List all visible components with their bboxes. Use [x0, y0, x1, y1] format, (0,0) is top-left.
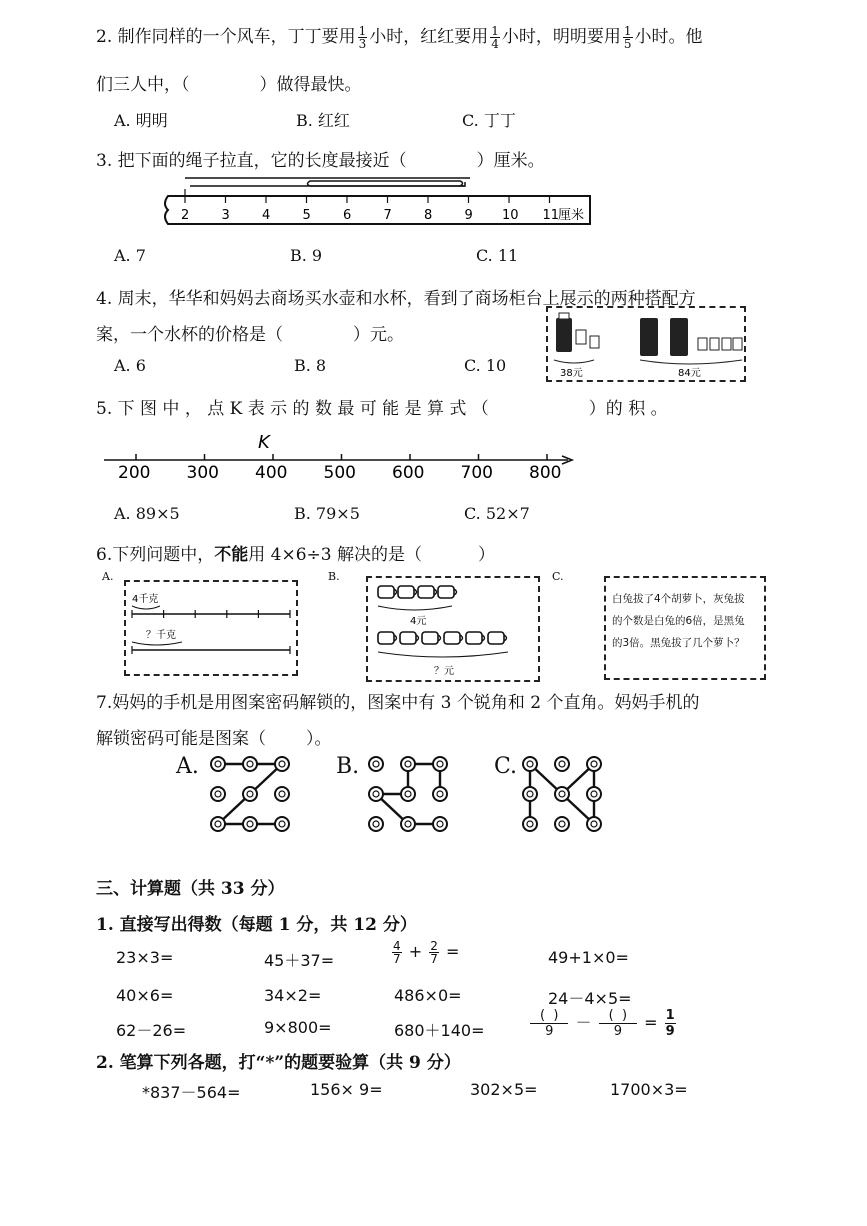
fraction-one-quarter: $\frac{1}{4}$: [491, 24, 499, 51]
ruler-tick-label: 10: [502, 208, 519, 223]
calc-12-blank-fractions[interactable]: [528, 1008, 678, 1039]
pattern-label-c[interactable]: C.: [494, 754, 518, 779]
pattern-dot-icon: [555, 817, 569, 831]
cup-icon: [378, 586, 394, 598]
ruler-tick-label: 11: [542, 208, 560, 223]
q3-option-c[interactable]: C. 11: [476, 246, 519, 265]
cup-icon: [422, 632, 438, 644]
q4-option-a[interactable]: A. 6: [114, 356, 146, 375]
q5-option-c[interactable]: C. 52×7: [464, 504, 530, 523]
pattern-dot-icon: [401, 757, 415, 771]
q2-line2-a: 们三人中，（: [96, 75, 190, 95]
q6-text-c: ）: [477, 545, 495, 565]
calc-3-fraction-sum[interactable]: [390, 940, 459, 965]
ruler-tick-label: 2: [181, 208, 190, 223]
written-calc-2[interactable]: 156× 9=: [310, 1080, 383, 1099]
q7-line2: [96, 724, 332, 749]
q2-line2-b: ）做得最快。: [259, 75, 362, 95]
pattern-dot-icon: [275, 757, 289, 771]
q6-figure-a: [124, 580, 298, 676]
calc-1[interactable]: 23×3=: [116, 948, 174, 967]
fraction-one-fifth: $\frac{1}{5}$: [623, 24, 632, 51]
q2-text-a: 2. 制作同样的一个风车，丁丁要用: [96, 27, 356, 47]
pattern-dot-icon: [275, 787, 289, 801]
pattern-dot-icon: [433, 787, 447, 801]
fraction-four-sevenths: $\frac{4}{7}$: [393, 939, 401, 966]
kettle-lid: [559, 313, 569, 319]
c-text-line-3: 的3倍。黑兔拔了几个萝卜？: [612, 637, 745, 649]
fraction-one-third: $\frac{1}{3}$: [358, 24, 367, 51]
b-bottom-label: ？元: [434, 666, 454, 677]
rope-ruler-figure: [160, 172, 600, 232]
q2-option-c[interactable]: C. 丁丁: [462, 111, 516, 130]
number-line-ticks: [118, 454, 561, 483]
q6-label-c[interactable]: C.: [552, 570, 564, 583]
number-line-figure: [100, 432, 580, 488]
blank-fraction-2[interactable]: $\frac{( )}{9}$: [599, 1008, 637, 1039]
ruler-tick-label: 7: [383, 208, 392, 223]
written-calc-3[interactable]: 302×5=: [470, 1080, 538, 1099]
q2-option-b[interactable]: B. 红红: [296, 111, 350, 130]
kettle-cup-illustration: [548, 308, 744, 380]
plus-sign: +: [408, 942, 423, 961]
q6-text-a: 6.下列问题中，: [96, 545, 215, 565]
pattern-label-a[interactable]: A.: [176, 754, 199, 779]
pattern-dot-icon: [433, 757, 447, 771]
number-line-label: 500: [323, 463, 356, 483]
q3-stem: [96, 146, 545, 171]
segment-diagram-a: [126, 582, 296, 674]
cup-group-diagram-b: [368, 578, 538, 680]
section3-title: 三、计算题（共 33 分）: [96, 879, 285, 899]
cup-icon: [444, 632, 460, 644]
unlock-pattern-b[interactable]: [364, 752, 454, 836]
pattern-dot-icon: [555, 787, 569, 801]
calc-8[interactable]: 24－4×5=: [548, 989, 632, 1008]
q3-text-a: 3. 把下面的绳子拉直，它的长度最接近（: [96, 151, 407, 171]
point-k-label: K: [258, 432, 270, 453]
pattern-dot-icon: [555, 757, 569, 771]
number-line-label: 300: [186, 463, 219, 483]
b-mid-label: 4元: [410, 616, 427, 627]
calc-2[interactable]: 45＋37=: [264, 951, 335, 970]
ruler-tick-label: 6: [343, 208, 352, 223]
calc-11[interactable]: 680＋140=: [394, 1021, 485, 1040]
q2-line1: [96, 22, 703, 50]
cup-icon: [698, 338, 707, 350]
pattern-dot-icon: [243, 787, 257, 801]
number-line-label: 800: [529, 463, 562, 483]
q3-option-a[interactable]: A. 7: [114, 246, 146, 265]
cup-icon: [488, 632, 504, 644]
calc-5[interactable]: 40×6=: [116, 986, 174, 1005]
a-bottom-label: ？千克: [146, 630, 176, 641]
calc-4[interactable]: 49+1×0=: [548, 948, 629, 967]
number-line-label: 700: [460, 463, 493, 483]
pattern-dot-icon: [587, 817, 601, 831]
ruler-unit: 厘米: [558, 208, 585, 223]
cup-icon: [722, 338, 731, 350]
section3-sub2: 2. 笔算下列各题，打“*”的题要验算（共 9 分）: [96, 1053, 461, 1073]
q6-text-b: 用 4×6÷3 解决的是（: [248, 545, 422, 565]
kettle-cup-price-figure: [546, 306, 746, 382]
cup-icon: [398, 586, 414, 598]
pattern-dot-icon: [211, 787, 225, 801]
brace: [132, 642, 182, 645]
blank-fraction-1[interactable]: $\frac{( )}{9}$: [530, 1008, 568, 1039]
q4-option-c[interactable]: C. 10: [464, 356, 507, 375]
unlock-pattern-c[interactable]: [518, 752, 608, 836]
q6-figure-b: [366, 576, 540, 682]
ruler-tick-label: 8: [424, 208, 433, 223]
cup-icon: [590, 336, 599, 348]
q5-text-a: 5. 下 图 中 ， 点 K 表 示 的 数 最 可 能 是 算 式 （: [96, 399, 489, 419]
pattern-dot-icon: [211, 757, 225, 771]
ruler-tick-label: 3: [221, 208, 230, 223]
cup-icon: [466, 632, 482, 644]
q7-line1: 7.妈妈的手机是用图案密码解锁的，图案中有 3 个锐角和 2 个直角。妈妈手机的: [96, 693, 700, 713]
q7-line2-a: 解锁密码可能是图案（: [96, 729, 266, 749]
number-line-label: 400: [255, 463, 288, 483]
cup-icon: [438, 586, 454, 598]
ruler-tick-label: 9: [464, 208, 473, 223]
q2-line2: [96, 70, 362, 95]
pattern-dot-icon: [587, 757, 601, 771]
pattern-dot-icon: [369, 757, 383, 771]
q4-line1: 4. 周末，华华和妈妈去商场买水壶和水杯，看到了商场柜台上展示的两种搭配方: [96, 289, 696, 309]
written-calc-4[interactable]: 1700×3=: [610, 1080, 688, 1099]
q5-option-a[interactable]: A. 89×5: [114, 504, 180, 523]
cup-icon: [378, 632, 394, 644]
cup-icon: [710, 338, 719, 350]
q6-stem: [96, 540, 495, 565]
q5-option-b[interactable]: B. 79×5: [294, 504, 360, 523]
pattern-dot-icon: [211, 817, 225, 831]
equals-sign: =: [445, 942, 460, 961]
pattern-dot-icon: [523, 757, 537, 771]
q6-figure-c: [604, 576, 766, 680]
fraction-two-sevenths: $\frac{2}{7}$: [430, 939, 438, 966]
number-line-label: 600: [392, 463, 425, 483]
minus-sign: －: [575, 1013, 592, 1032]
q4-line2-b: ）元。: [353, 325, 404, 345]
q5-text-b: ）的 积 。: [588, 399, 668, 419]
pattern-dot-icon: [433, 817, 447, 831]
section3-sub1: 1. 直接写出得数（每题 1 分，共 12 分）: [96, 915, 417, 935]
q5-stem: [96, 394, 668, 419]
kettle-icon: [556, 318, 572, 352]
pattern-dot-icon: [243, 817, 257, 831]
pattern-label-b[interactable]: B.: [336, 754, 360, 779]
ruler-tick-label: 4: [262, 208, 271, 223]
written-calc-1[interactable]: *837－564=: [142, 1083, 241, 1102]
cup-icon: [576, 330, 586, 344]
q4-option-b[interactable]: B. 8: [294, 356, 327, 375]
calc-10[interactable]: 9×800=: [264, 1018, 332, 1037]
q6-text-bold: 不能: [214, 545, 249, 565]
cups-row-1: [378, 586, 457, 598]
q7-line2-b: ）。: [306, 729, 332, 749]
q6-label-b[interactable]: B.: [328, 570, 340, 583]
pattern-dot-icon: [401, 817, 415, 831]
pattern-dot-icon: [523, 787, 537, 801]
q4-line2: [96, 320, 404, 345]
cups-row-2: [378, 632, 507, 644]
cup-icon: [733, 338, 742, 350]
q2-text-c: 小时，明明要用: [501, 27, 621, 47]
a-top-label: 4千克: [132, 594, 159, 605]
q2-option-a[interactable]: A. 明明: [114, 111, 168, 130]
q3-text-b: ）厘米。: [476, 151, 545, 171]
pattern-dot-icon: [275, 817, 289, 831]
number-line-label: 200: [118, 463, 151, 483]
brace: [640, 360, 742, 364]
pattern-dot-icon: [401, 787, 415, 801]
brace: [378, 606, 452, 610]
q3-option-b[interactable]: B. 9: [290, 246, 323, 265]
c-text-line-1: 白兔拔了4个胡萝卜，灰兔拔: [612, 593, 745, 605]
q2-text-d: 小时。他: [634, 27, 703, 47]
q2-text-b: 小时，红红要用: [369, 27, 489, 47]
pattern-dot-icon: [369, 817, 383, 831]
brace: [378, 652, 508, 657]
calc-7[interactable]: 486×0=: [394, 986, 462, 1005]
kettle-icon: [640, 318, 658, 356]
c-text-line-2: 的个数是白兔的6倍，是黑兔: [612, 615, 745, 627]
calc-6[interactable]: 34×2=: [264, 986, 322, 1005]
kettle-icon: [670, 318, 688, 356]
unlock-pattern-a[interactable]: [206, 752, 296, 836]
pattern-dot-icon: [587, 787, 601, 801]
cup-icon: [418, 586, 434, 598]
pattern-dot-icon: [523, 817, 537, 831]
brace: [132, 606, 160, 609]
cup-icon: [400, 632, 416, 644]
fraction-one-ninth: $\frac{1}{9}$: [665, 1008, 675, 1039]
q6-label-a[interactable]: A.: [102, 570, 114, 583]
equals-sign: =: [644, 1013, 658, 1032]
q4-line2-a: 案，一个水杯的价格是（: [96, 325, 283, 345]
brace: [554, 360, 594, 363]
pattern-dot-icon: [369, 787, 383, 801]
ruler-tick-label: 5: [302, 208, 311, 223]
price-label-2: 84元: [678, 368, 701, 379]
pattern-dot-icon: [243, 757, 257, 771]
price-label-1: 38元: [560, 368, 583, 379]
calc-9[interactable]: 62－26=: [116, 1021, 187, 1040]
